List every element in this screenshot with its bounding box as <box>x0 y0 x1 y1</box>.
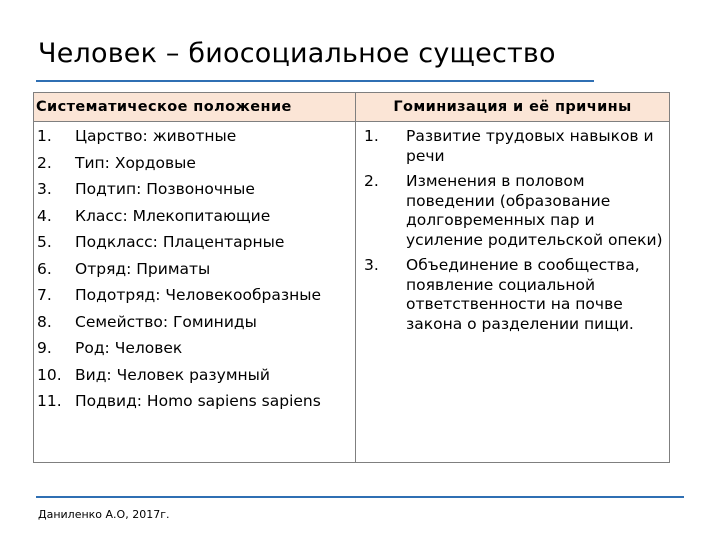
list-item <box>356 172 669 250</box>
systematic-position-cell <box>34 122 356 462</box>
item-text: Подтип: Позвоночные <box>75 180 255 198</box>
item-number: 3. <box>37 180 52 198</box>
list-item <box>34 233 355 252</box>
item-number: 1. <box>364 127 379 145</box>
list-item <box>34 339 355 358</box>
list-item <box>34 180 355 199</box>
item-number: 1. <box>37 127 52 145</box>
header-hominization: Гоминизация и её причины <box>356 93 669 122</box>
item-text: Царство: животные <box>75 127 237 145</box>
item-number: 3. <box>364 256 379 274</box>
item-text: Семейство: Гоминиды <box>75 312 257 331</box>
list-item <box>356 127 669 166</box>
item-text: Развитие трудовых навыков и речи <box>406 127 654 165</box>
item-text: Вид: Человек разумный <box>75 365 270 384</box>
hominization-cell <box>356 122 669 462</box>
systematic-position-list <box>34 127 355 411</box>
item-text: Класс: Млекопитающие <box>75 206 271 225</box>
item-number: 9. <box>37 339 52 357</box>
item-number: 6. <box>37 259 52 278</box>
content-table <box>33 92 670 463</box>
item-number: 4. <box>37 206 52 225</box>
hominization-list <box>356 127 669 334</box>
item-text: Тип: Хордовые <box>75 153 196 172</box>
header-systematic-position: Систематическое положение <box>34 93 356 122</box>
slide-title: Человек – биосоциальное существо <box>38 38 556 69</box>
list-item <box>34 392 355 411</box>
item-number: 2. <box>364 172 379 190</box>
list-item <box>356 256 669 334</box>
list-item <box>34 154 355 173</box>
list-item <box>34 313 355 332</box>
item-text: Подотряд: Человекообразные <box>75 286 321 304</box>
list-item <box>34 260 355 279</box>
item-number: 8. <box>37 312 52 331</box>
list-item <box>34 366 355 385</box>
item-number: 7. <box>37 286 52 304</box>
list-item <box>34 127 355 146</box>
footer-divider <box>36 496 684 498</box>
item-number: 5. <box>37 233 52 251</box>
item-text: Подкласс: Плацентарные <box>75 233 285 251</box>
item-number: 11. <box>37 392 62 410</box>
list-item <box>34 286 355 305</box>
item-text: Изменения в половом поведении (образование долговременных пар и усиление родительской опеки) <box>406 172 663 249</box>
item-text: Отряд: Приматы <box>75 259 211 278</box>
item-text: Объединение в сообщества, появление социальной ответственности на почве закона о разделении пищи. <box>406 256 640 333</box>
item-number: 2. <box>37 153 52 172</box>
title-divider <box>36 80 594 82</box>
footer-author: Даниленко А.О, 2017г. <box>38 508 170 521</box>
item-number: 10. <box>37 365 62 384</box>
item-text: Подвид: Homo sapiens sapiens <box>75 392 321 410</box>
item-text: Род: Человек <box>75 339 183 357</box>
list-item <box>34 207 355 226</box>
